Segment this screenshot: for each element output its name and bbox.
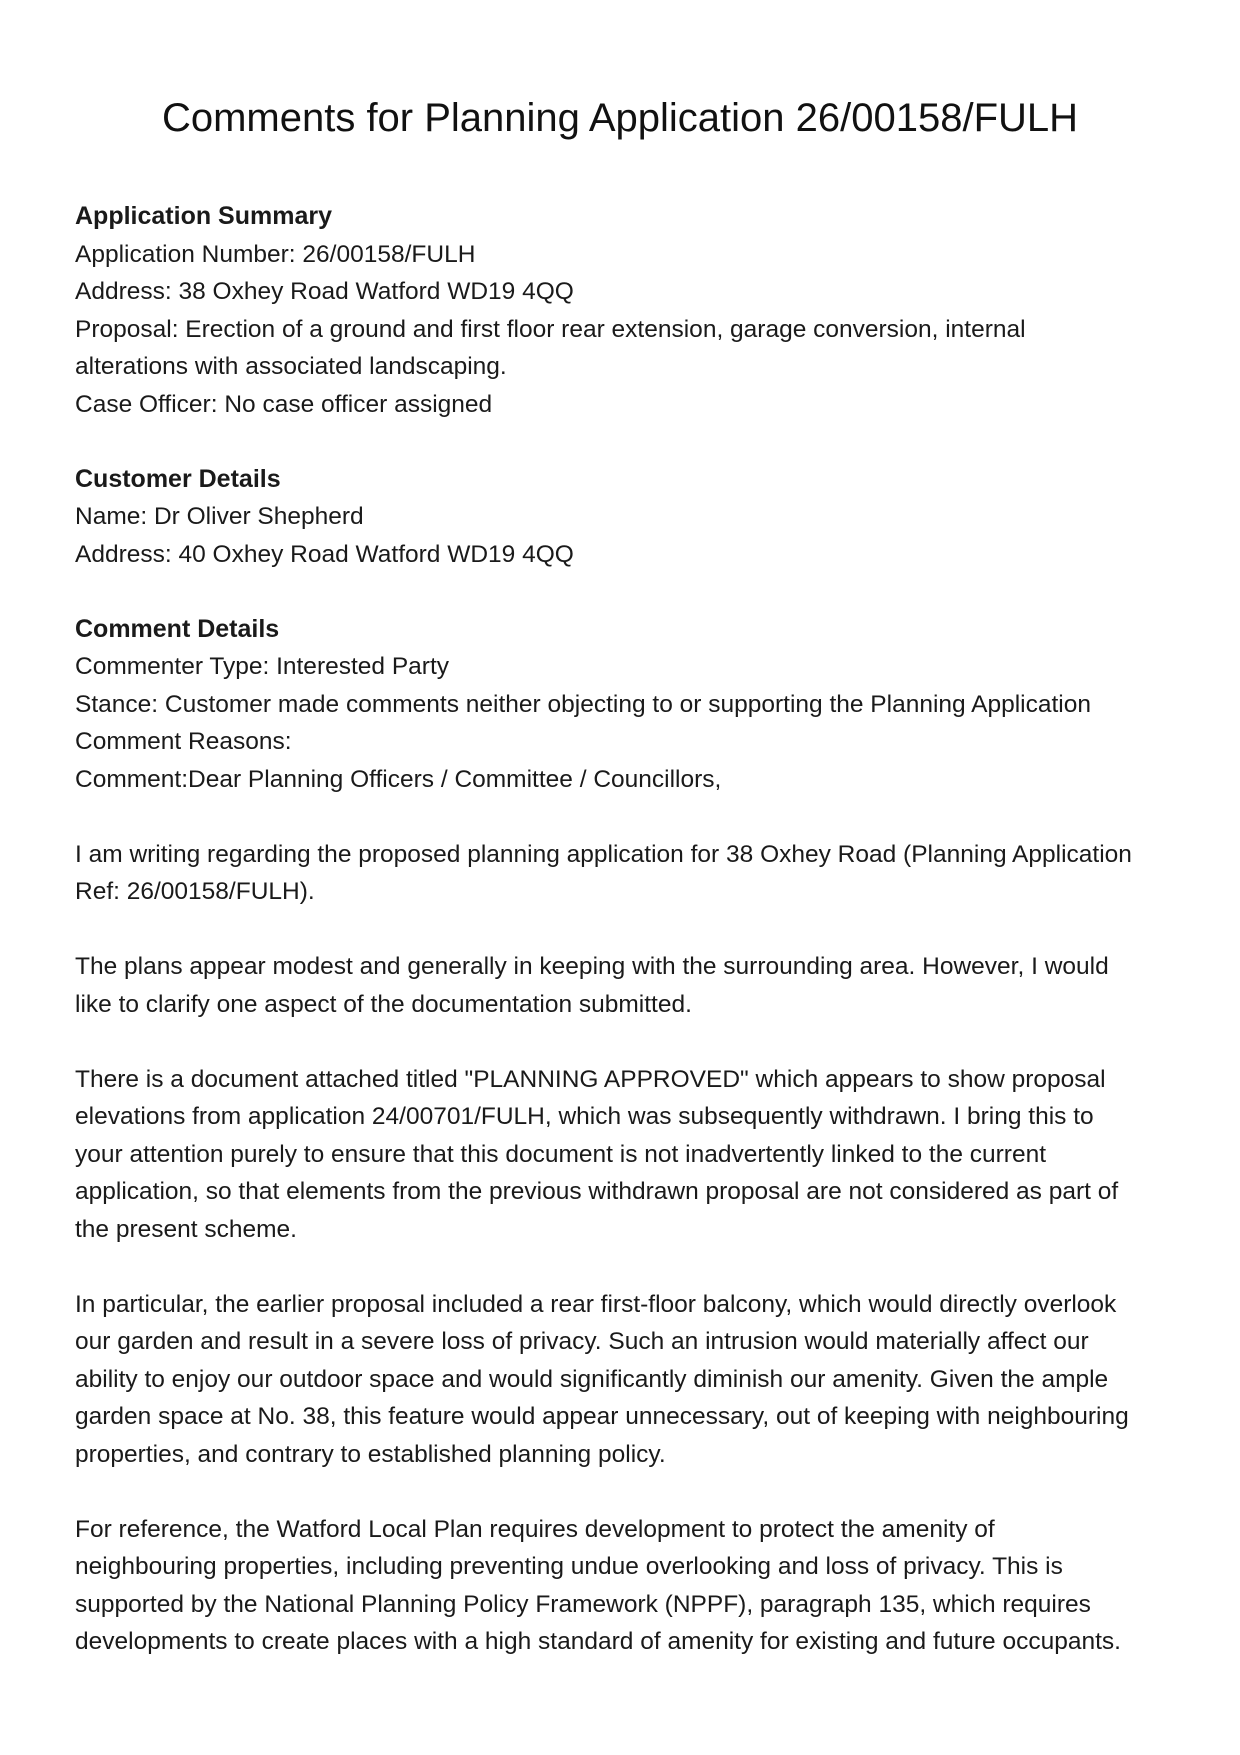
customer-details-heading: Customer Details [75,464,281,493]
comment-line: like to clarify one aspect of the documentation submitted. [75,990,692,1018]
spacer [75,573,1175,611]
customer-address: Address: 40 Oxhey Road Watford WD19 4QQ [75,540,574,568]
comment-line: supported by the National Planning Policy Framework (NPPF), paragraph 135, which requires [75,1590,1091,1618]
comment-line: There is a document attached titled "PLANNING APPROVED" which appears to show proposal [75,1065,1106,1093]
comment-line: I am writing regarding the proposed planning application for 38 Oxhey Road (Planning Application [75,840,1132,868]
comment-line: garden space at No. 38, this feature would appear unnecessary, out of keeping with neighbouring [75,1403,1129,1430]
comment-line: properties, and contrary to established planning policy. [75,1440,666,1468]
proposal-line: Proposal: Erection of a ground and first floor rear extension, garage conversion, internal [75,315,1026,343]
case-officer: Case Officer: No case officer assigned [75,390,493,418]
spacer [75,1473,1175,1511]
spacer [75,911,1175,949]
application-number: Application Number: 26/00158/FULH [75,240,476,268]
document-content [75,198,1175,1661]
comment-line: application, so that elements from the previous withdrawn proposal are not considered as part of [75,1178,1119,1205]
comment-details-heading: Comment Details [75,614,280,643]
comment-line: In particular, the earlier proposal included a rear first-floor balcony, which would directly overlook [75,1290,1117,1318]
stance: Stance: Customer made comments neither objecting to or supporting the Planning Application [75,690,1091,718]
spacer [75,1248,1175,1286]
comment-line: our garden and result in a severe loss of privacy. Such an intrusion would materially affect our [75,1328,1089,1355]
comment-line: ability to enjoy our outdoor space and would significantly diminish our amenity. Given the ample [75,1365,1109,1393]
comment-line: your attention purely to ensure that this document is not inadvertently linked to the current [75,1140,1047,1168]
comment-line: elevations from application 24/00701/FULH, which was subsequently withdrawn. I bring this to [75,1103,1094,1130]
comment-line: For reference, the Watford Local Plan requires development to protect the amenity of [75,1515,995,1543]
comment-line: The plans appear modest and generally in keeping with the surrounding area. However, I would [75,953,1109,980]
comment-line: Ref: 26/00158/FULH). [75,878,315,905]
application-address: Address: 38 Oxhey Road Watford WD19 4QQ [75,278,574,305]
customer-name: Name: Dr Oliver Shepherd [75,503,364,530]
spacer [75,1023,1175,1061]
comment-line: developments to create places with a high standard of amenity for existing and future occupants. [75,1628,1121,1655]
spacer [75,798,1175,836]
comment-line: neighbouring properties, including preventing undue overlooking and loss of privacy. This is [75,1553,1063,1580]
comment-opening: Comment:Dear Planning Officers / Committee / Councillors, [75,765,722,793]
spacer [75,423,1175,461]
page-title: Comments for Planning Application 26/00158/FULH [161,96,1079,140]
proposal-line: alterations with associated landscaping. [75,353,507,380]
comment-line: the present scheme. [75,1215,297,1243]
commenter-type: Commenter Type: Interested Party [75,653,450,680]
application-summary-heading: Application Summary [75,202,332,230]
comment-reasons: Comment Reasons: [75,728,292,755]
